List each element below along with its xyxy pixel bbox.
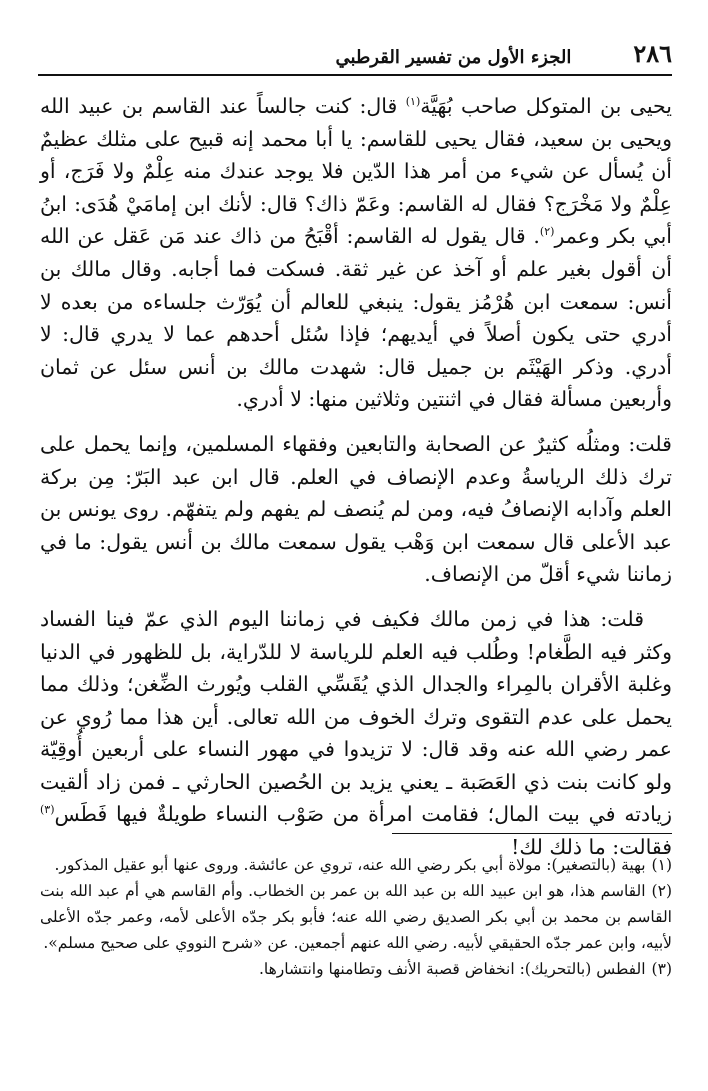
main-text — [40, 90, 672, 864]
footnote-text: الفطس (بالتحريك): انخفاض قصبة الأنف وتطامنها وانتشارها. — [258, 960, 646, 978]
footnote-1 — [40, 852, 672, 878]
paragraph-1 — [40, 90, 672, 416]
footnote-2 — [40, 878, 672, 956]
footnote-text: بهية (بالتصغير): مولاة أبي بكر رضي الله عنه، تروي عن عائشة. وروى عنها أبو عقيل المذكور. — [54, 856, 646, 874]
paragraph-1-part-b: قال: كنت جالساً عند القاسم بن عبيد الله ويحيى بن سعيد، فقال يحيى للقاسم: يا أبا محمد إنه قبيح على مثلك عظيمٌ أن يُسأل عن شيء من أمر هذا الدّين فلا يوجد عندك منه عِلْمٌ ولا فَرَج، أو عِلْمٌ ولا مَخْرَج؟ فقال له القاسم: وعَمّ ذاك؟ قال: لأنك ابن إمامَيْ هُدَى: ابنُ أبي بكر وعمر — [40, 94, 673, 249]
page-number: ٢٨٦ — [633, 39, 672, 68]
paragraph-3-part-b: فقالت: ما ذلك لك! — [511, 835, 672, 860]
footnotes — [40, 852, 672, 982]
paragraph-1-part-a: يحيى بن المتوكل صاحب بُهَيَّة — [420, 94, 672, 118]
footnote-number: (٢) — [651, 882, 672, 900]
footnote-divider — [392, 833, 672, 834]
footnote-ref-2: (٢) — [539, 225, 555, 239]
page-header — [38, 36, 672, 76]
running-title: الجزء الأول من تفسير القرطبي — [335, 47, 572, 68]
footnote-ref-1: (١) — [405, 95, 421, 109]
paragraph-2: قلت: ومثلُه كثيرٌ عن الصحابة والتابعين وفقهاء المسلمين، وإنما يحمل على ترك ذلك الرياسةُ وعدم الإنصاف في العلم. قال ابن عبد البَرّ: مِن بركة العلم وآدابه الإنصافُ فيه، ومن لم يُنصف لم يفهم ولم يتفهّم. روى يونس بن عبد الأعلى قال سمعت ابن وَهْب يقول سمعت مالك بن أنس يقول: ما في زماننا شيء أقلّ من الإنصاف. — [40, 431, 672, 587]
paragraph-1-part-c: . قال يقول له القاسم: أقْبَحُ من ذاك عند مَن عَقل عن الله أن أقول بغير علم أو آخذ عن غير ثقة. فسكت فما أجابه. وقال مالك بن أنس: سمعت ابن هُرْمُز يقول: ينبغي للعالم أن يُوَرّث جلساءه من بعده لا أدري حتى يكون أصلاً في أيديهم؛ فإذا سُئل أحدهم عما لا يدري قال: لا أدري. وذكر الهَيْثَم بن جميل قال: شهدت مالك بن أنس سئل عن ثمان وأربعين مسألة فقال في اثنتين وثلاثين منها: لا أدري. — [40, 224, 672, 412]
footnote-text: القاسم هذا، هو ابن عبيد الله بن عبد الله بن عمر بن الخطاب. وأم القاسم هي أم عبد الله بنت القاسم بن محمد بن أبي بكر الصديق رضي الله عنه؛ فأبو بكر جدّه الأعلى لأمه، وعمر جدّه الأعلى لأبيه، وابن عمر جدّه الحقيقي لأبيه. رضي الله عنهم أجمعين. عن «شرح النووي على صحيح مسلم». — [40, 882, 672, 952]
paragraph-3-part-a: قلت: هذا في زمن مالك فكيف في زماننا اليوم الذي عمّ فينا الفساد وكثر فيه الطَّغام! وطُلب فيه العلم للرياسة لا للدّراية، بل للظهور في الدنيا وغلبة الأقران بالمِراء والجدال الذي يُقَسِّي القلب ويُورث الضِّغن؛ وذلك مما يحمل على عدم التقوى وترك الخوف من الله تعالى. أين هذا مما رُوي عن عمر رضي الله عنه وقد قال: لا تزيدوا في مهور النساء على أربعين أُوقِيّة ولو كانت بنت ذي العَصَبة ـ يعني يزيد بن الحُصين الحارثي ـ فمن زاد ألقيت زيادته في بيت المال؛ فقامت امرأة من صَوْب النساء طويلةٌ فيها فَطَس — [40, 606, 672, 827]
footnote-number: (٣) — [651, 960, 672, 978]
footnote-3 — [40, 956, 672, 982]
footnote-number: (١) — [651, 856, 672, 874]
footnote-ref-3: (٣) — [40, 803, 55, 817]
paragraph-3 — [40, 603, 672, 864]
